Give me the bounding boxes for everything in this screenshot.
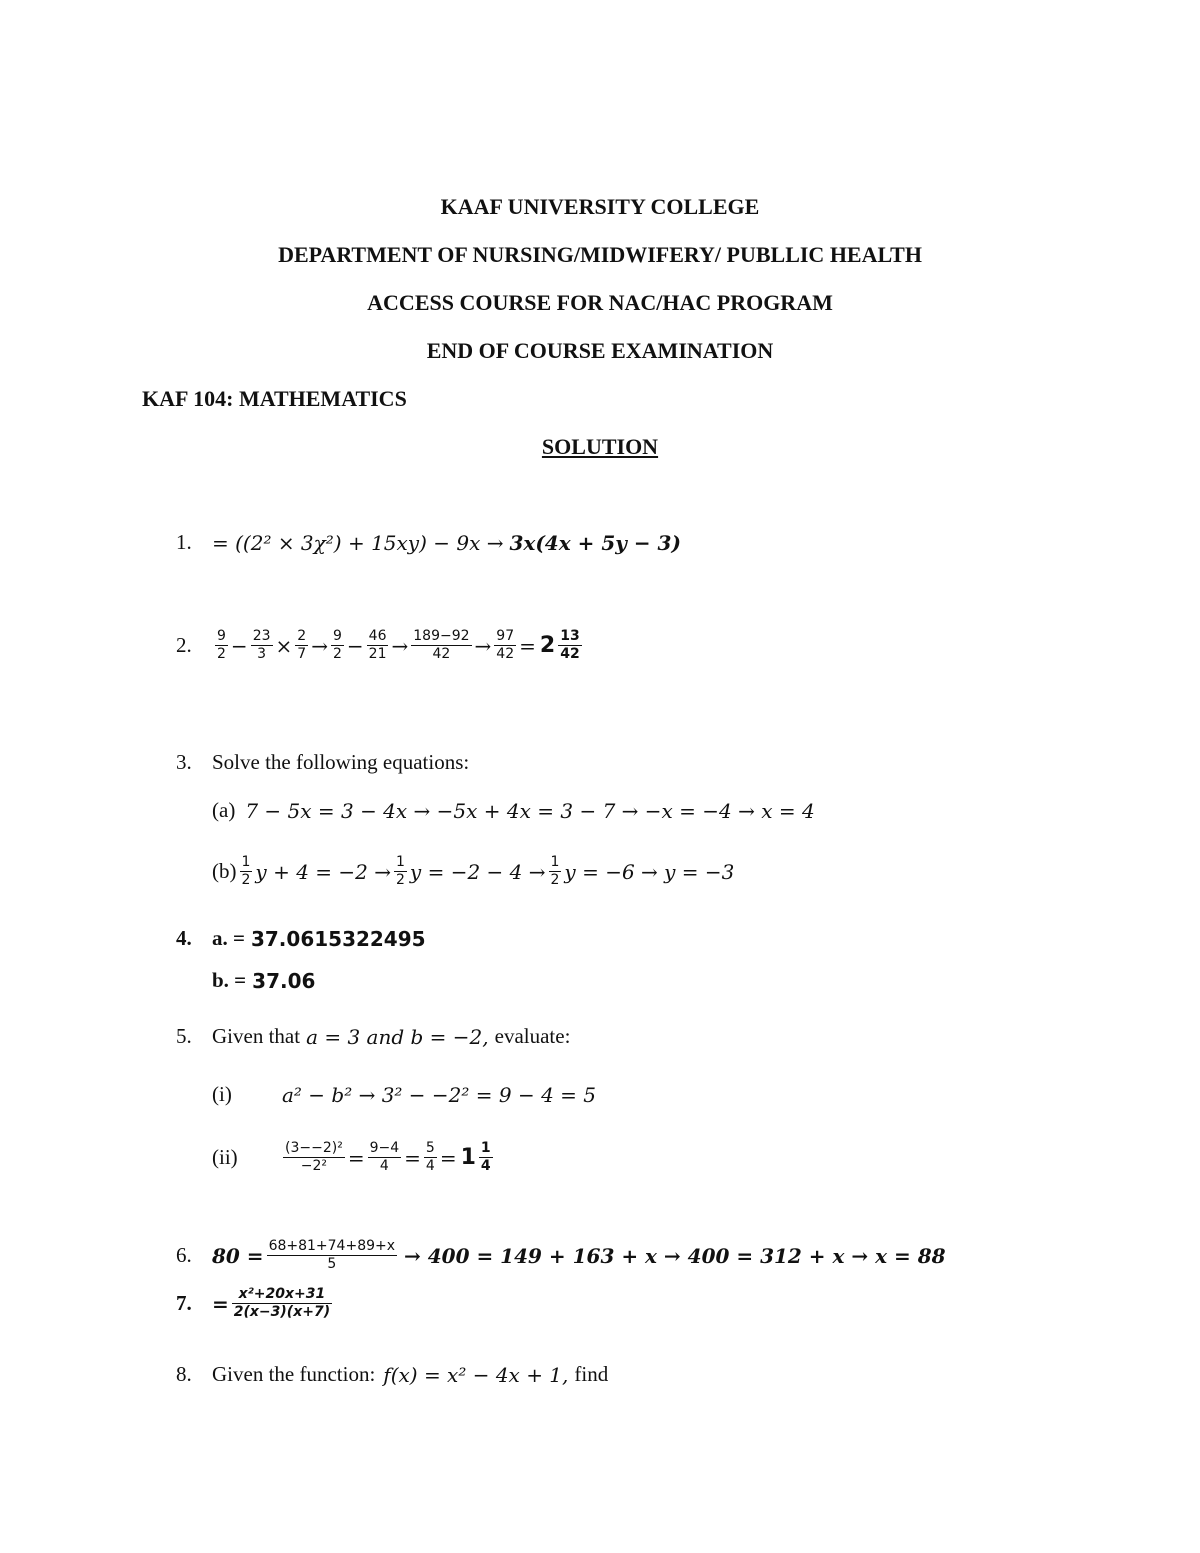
q8-intro-pre: Given the function:: [212, 1362, 376, 1386]
q2-fraction-5: $\frac{46}{21}$: [368, 628, 387, 662]
q6-number: 6.: [176, 1243, 192, 1267]
institution-title: KAAF UNIVERSITY COLLEGE: [440, 194, 760, 219]
q3-number: 3.: [176, 750, 192, 774]
q4-a-label: a. =: [212, 926, 245, 950]
q6-fraction: $\frac{68+81+74+89+x}{5}$: [268, 1238, 396, 1272]
q2-arrow: →: [311, 633, 328, 658]
q4-part-b: [212, 968, 315, 993]
department-title: DEPARTMENT OF NURSING/MIDWIFERY/ PUBLLIC HEALTH: [278, 242, 922, 267]
course-title: KAF 104: MATHEMATICS: [142, 386, 407, 411]
q2-op: −: [346, 633, 364, 658]
q1-number: 1.: [176, 530, 192, 554]
q4-a-value: 37.0615322495: [250, 926, 426, 951]
q3-b-step: y = −6 → y = −3: [564, 859, 735, 884]
q7-number: 7.: [176, 1291, 192, 1315]
q8-function: f(x) = x² − 4x + 1,: [383, 1362, 569, 1387]
q5-ii-label: (ii): [212, 1145, 238, 1169]
q7-fraction: $\frac{\text{x²+20x+31}}{2(x-3)(x+7)}$: [233, 1286, 331, 1320]
q2-number: 2.: [176, 633, 192, 657]
q3-b-step: y + 4 = −2 →: [255, 859, 391, 884]
q3-b-label: (b): [212, 859, 237, 883]
q7-equals: =: [212, 1291, 229, 1316]
q3-a-expression: 7 − 5x = 3 − 4x → −5x + 4x = 3 − 7 → −x = −4 → x = 4: [245, 798, 815, 823]
q5-part-i: [212, 1082, 596, 1107]
q3-part-b: [212, 854, 734, 889]
q3-intro: Solve the following equations:: [212, 750, 470, 774]
q5-ii-equals: =: [439, 1145, 457, 1170]
q2-fraction-6: $\frac{189-92}{42}$: [413, 628, 470, 662]
q8-intro-post: find: [574, 1362, 609, 1386]
q3-a-label: (a): [212, 798, 236, 822]
q3-b-fraction-2: $\frac{1}{2}$: [396, 854, 405, 888]
q5-ii-fraction-2: $\frac{9-4}{4}$: [369, 1140, 400, 1174]
q5-i-expression: a² − b² → 3² − −2² = 9 − 4 = 5: [282, 1082, 597, 1107]
q2-fraction-3: $\frac{2}{7}$: [297, 628, 307, 662]
q2-fraction-2: $\frac{23}{3}$: [252, 628, 271, 662]
q2-fraction-1: $\frac{9}{2}$: [217, 628, 226, 662]
q3-part-a: [212, 798, 815, 823]
q5-ii-answer: [461, 1140, 496, 1175]
q5-number: 5.: [176, 1024, 192, 1048]
q6-rhs: → 400 = 149 + 163 + x → 400 = 312 + x → x = 88: [404, 1243, 946, 1268]
q2-arrow: →: [474, 633, 492, 658]
q2-op: −: [230, 633, 248, 658]
q5-ii-fraction-1: $\frac{\text{(3−−2)²}}{\text{−2²}}$: [285, 1140, 343, 1174]
q2-answer: [540, 628, 585, 663]
q2-equals: =: [519, 633, 536, 658]
q3-b-fraction-1: $\frac{1}{2}$: [241, 854, 251, 888]
q1-expression: = ((2² × 3χ²) + 15xy) − 9x →: [212, 530, 504, 555]
solution-heading: SOLUTION: [541, 434, 659, 459]
q5-given: a = 3 and b = −2,: [306, 1024, 489, 1049]
q5-ii-fraction-3: $\frac{5}{4}$: [425, 1140, 435, 1174]
question-3: [176, 750, 469, 775]
q5-ii-answer-whole: 1: [460, 1145, 476, 1170]
q5-i-label: (i): [212, 1082, 232, 1106]
q3-b-step: y = −2 − 4 →: [409, 859, 546, 884]
question-7: [176, 1286, 335, 1321]
q5-ii-equals: =: [347, 1145, 365, 1170]
q2-answer-fraction: $\frac{13}{42}$: [560, 628, 580, 662]
q2-fraction-7: $\frac{97}{42}$: [496, 628, 515, 662]
q6-lhs: 80 =: [212, 1243, 264, 1268]
program-title: ACCESS COURSE FOR NAC/HAC PROGRAM: [367, 290, 833, 315]
q3-b-fraction-3: $\frac{1}{2}$: [550, 854, 560, 888]
q4-b-label: b. =: [212, 968, 247, 992]
q5-ii-answer-fraction: $\frac{1}{4}$: [480, 1140, 491, 1174]
q4-number: 4.: [176, 926, 192, 950]
q2-op: ×: [275, 633, 293, 658]
question-4: [176, 926, 426, 951]
question-5: [176, 1024, 570, 1049]
question-8: [176, 1362, 608, 1387]
q2-arrow: →: [391, 633, 409, 658]
q8-number: 8.: [176, 1362, 192, 1386]
question-6: [176, 1238, 946, 1273]
q5-part-ii: [212, 1140, 496, 1175]
q2-fraction-4: $\frac{9}{2}$: [332, 628, 342, 662]
q2-answer-whole: 2: [539, 633, 556, 658]
question-1: [176, 530, 681, 555]
q5-intro-pre: Given that: [212, 1024, 301, 1048]
q5-intro-post: evaluate:: [494, 1024, 571, 1048]
exam-title: END OF COURSE EXAMINATION: [426, 338, 774, 363]
question-2: [176, 628, 585, 663]
q4-b-value: 37.06: [252, 968, 316, 993]
q1-answer: 3x(4x + 5y − 3): [509, 530, 681, 555]
q5-ii-equals: =: [404, 1145, 421, 1170]
